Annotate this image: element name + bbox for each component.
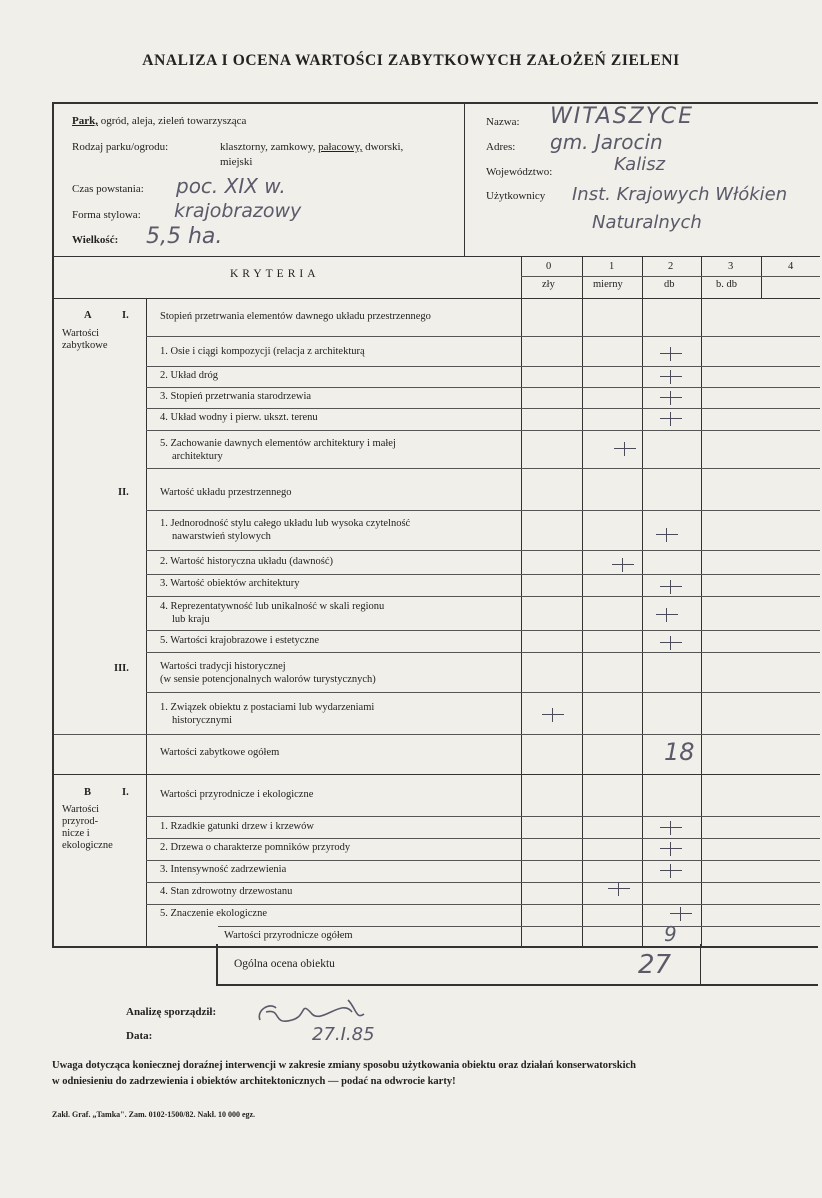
divider-b5 xyxy=(218,926,820,927)
section-b-title-1: Wartości xyxy=(62,804,100,815)
divider-r10 xyxy=(146,652,820,653)
group1-title: Stopień przetrwania elementów dawnego układu przestrzennego xyxy=(160,311,431,322)
czas-value: poc. XIX w. xyxy=(176,174,286,198)
total-a-label: Wartości zabytkowe ogółem xyxy=(160,747,280,758)
divider-r11 xyxy=(54,734,820,735)
nazwa-value: WITASZYCE xyxy=(550,104,695,129)
wojewodztwo-value: Kalisz xyxy=(614,154,666,175)
scale-name-3: b. db xyxy=(716,279,737,290)
note-line-2a: w odniesieniu do zadrzewienia i obiektów architektonicznych — xyxy=(52,1076,342,1087)
item-a2-2: 2. Wartość historyczna układu (dawność) xyxy=(160,556,334,567)
item-b3: 3. Intensywność zadrzewienia xyxy=(160,864,287,875)
section-b-roman: I. xyxy=(122,787,129,798)
note-line-2 xyxy=(52,1076,456,1087)
adres-label: Adres: xyxy=(486,141,516,153)
item-a2-3: 3. Wartość obiektów architektury xyxy=(160,578,300,589)
grid-col-0 xyxy=(521,256,522,948)
wojewodztwo-label: Województwo: xyxy=(486,166,553,178)
uzytkownicy-value-1: Inst. Krajowych Włókien xyxy=(572,184,788,205)
divider-r1 xyxy=(146,366,820,367)
print-footer: Zakł. Graf. „Tamka". Zam. 0102-1500/82. Nakł. 10 000 egz. xyxy=(52,1110,256,1119)
scale-name-1: mierny xyxy=(593,279,623,290)
section-a-title: Wartości zabytkowe xyxy=(62,328,108,351)
section-a-letter: A xyxy=(84,310,92,321)
wielkosc-value: 5,5 ha. xyxy=(146,224,223,249)
note-line-2b: podać na odwrocie karty! xyxy=(341,1076,456,1087)
mark-a1-4 xyxy=(660,412,682,426)
item-a3-1-l2: historycznymi xyxy=(172,715,233,726)
item-a2-5: 5. Wartości krajobrazowe i estetyczne xyxy=(160,635,320,646)
total-a-value: 18 xyxy=(664,738,695,766)
mark-b4 xyxy=(608,882,630,896)
divider-b2 xyxy=(146,860,820,861)
scale-num-3: 3 xyxy=(728,261,734,272)
rodzaj-selected: pałacowy, xyxy=(318,141,363,153)
item-b4: 4. Stan zdrowotny drzewostanu xyxy=(160,886,293,897)
rodzaj-options-b: dworski, xyxy=(362,141,404,153)
scale-num-2: 2 xyxy=(668,261,674,272)
item-a1-5-l1: 5. Zachowanie dawnych elementów architektury i małej xyxy=(160,438,396,449)
form-frame xyxy=(52,102,818,948)
divider-g1 xyxy=(146,336,820,337)
scale-num-4: 4 xyxy=(788,261,794,272)
section-b-title-3: nicze i xyxy=(62,828,90,839)
item-a2-1-l2: nawarstwień stylowych xyxy=(172,531,271,542)
header-left xyxy=(54,104,465,256)
mark-a2-3 xyxy=(660,580,682,594)
object-type-options: ogród, aleja, zieleń towarzysząca xyxy=(97,115,247,127)
form-title: ANALIZA I OCENA WARTOŚCI ZABYTKOWYCH ZAŁOŻEŃ ZIELENI xyxy=(142,52,680,69)
mark-a2-1 xyxy=(656,528,678,542)
uzytkownicy-label: Użytkownicy xyxy=(486,190,546,202)
section-b-letter: B xyxy=(84,787,92,798)
item-a1-5-l2: architektury xyxy=(172,451,223,462)
mark-b3 xyxy=(660,864,682,878)
rodzaj-options-c: miejski xyxy=(220,156,253,168)
analysis-label: Analizę sporządził: xyxy=(126,1006,217,1018)
scale-name-2: db xyxy=(664,279,675,290)
item-a2-4-l2: lub kraju xyxy=(172,614,210,625)
divider-r6 xyxy=(146,550,820,551)
group2-title: Wartość układu przestrzennego xyxy=(160,487,292,498)
object-type-label xyxy=(72,115,246,127)
scale-num-1: 1 xyxy=(609,261,615,272)
overall-box xyxy=(216,944,818,986)
object-type-selected: Park, xyxy=(72,115,98,127)
divider-r2 xyxy=(146,387,820,388)
divider-gb xyxy=(146,816,820,817)
adres-value: gm. Jarocin xyxy=(550,130,663,154)
mark-a2-4 xyxy=(656,608,678,622)
forma-value: krajobrazowy xyxy=(174,200,302,222)
item-a3-1-l1: 1. Związek obiektu z postaciami lub wydarzeniami xyxy=(160,702,375,713)
kryteria-label: KRYTERIA xyxy=(230,268,320,280)
divider-r8 xyxy=(146,596,820,597)
grid-col-3 xyxy=(701,256,702,948)
item-b2: 2. Drzewa o charakterze pomników przyrody xyxy=(160,842,351,853)
mark-b5 xyxy=(670,907,692,921)
total-b-value: 9 xyxy=(664,922,677,946)
scale-num-0: 0 xyxy=(546,261,552,272)
date-value: 27.I.85 xyxy=(312,1024,375,1045)
czas-label: Czas powstania: xyxy=(72,183,144,195)
mark-a2-2 xyxy=(612,558,634,572)
divider-b4 xyxy=(146,904,820,905)
overall-value: 27 xyxy=(638,950,672,980)
section-a-roman: I. xyxy=(122,310,129,321)
section-b-title-2: przyrod- xyxy=(62,816,99,827)
divider-r7 xyxy=(146,574,820,575)
item-a1-3: 3. Stopień przetrwania starodrzewia xyxy=(160,391,312,402)
group3-title-1: Wartości tradycji historycznej xyxy=(160,661,286,672)
scale-divider xyxy=(521,276,820,277)
item-b1: 1. Rzadkie gatunki drzew i krzewów xyxy=(160,821,314,832)
item-a2-4-l1: 4. Reprezentatywność lub unikalność w skali regionu xyxy=(160,601,385,612)
section-a-group3-roman: III. xyxy=(114,663,129,674)
item-a1-2: 2. Układ dróg xyxy=(160,370,219,381)
mark-a1-2 xyxy=(660,370,682,384)
date-label: Data: xyxy=(126,1030,153,1042)
overall-col-divider xyxy=(700,944,701,984)
item-a1-1: 1. Osie i ciągi kompozycji (relacja z architekturą xyxy=(160,346,365,357)
section-col-divider xyxy=(146,298,147,948)
grid-col-1 xyxy=(582,256,583,948)
divider-kryteria xyxy=(54,298,820,299)
group3-title-2: (w sensie potencjonalnych walorów turystycznych) xyxy=(160,674,376,685)
item-b5: 5. Znaczenie ekologiczne xyxy=(160,908,267,919)
divider-section-b xyxy=(54,774,820,775)
divider-b1 xyxy=(146,838,820,839)
scale-name-0: zły xyxy=(542,279,555,290)
mark-a1-5 xyxy=(614,442,636,456)
section-a-group2-roman: II. xyxy=(118,487,129,498)
rodzaj-label: Rodzaj parku/ogrodu: xyxy=(72,141,169,153)
divider-r3 xyxy=(146,408,820,409)
divider-b3 xyxy=(146,882,820,883)
groupb-title: Wartości przyrodnicze i ekologiczne xyxy=(160,789,314,800)
overall-label: Ogólna ocena obiektu xyxy=(234,958,335,970)
note-line-1: Uwaga dotycząca koniecznej doraźnej interwencji w zakresie zmiany sposobu użytkowania obiektu oraz działań konserwatorskich xyxy=(52,1060,636,1071)
header-right xyxy=(466,104,820,256)
divider-g3 xyxy=(146,692,820,693)
divider-r9 xyxy=(146,630,820,631)
nazwa-label: Nazwa: xyxy=(486,116,520,128)
mark-b1 xyxy=(660,821,682,835)
divider-r5 xyxy=(146,468,820,469)
divider-g2 xyxy=(146,510,820,511)
section-b-title-4: ekologiczne xyxy=(62,840,113,851)
wielkosc-label: Wielkość: xyxy=(72,234,119,246)
mark-a2-5 xyxy=(660,636,682,650)
mark-a3-1 xyxy=(542,708,564,722)
mark-b2 xyxy=(660,842,682,856)
rodzaj-options xyxy=(220,141,403,153)
mark-a1-3 xyxy=(660,391,682,405)
total-b-label: Wartości przyrodnicze ogółem xyxy=(224,930,353,941)
forma-label: Forma stylowa: xyxy=(72,209,141,221)
uzytkownicy-value-2: Naturalnych xyxy=(592,212,702,233)
grid-col-4 xyxy=(761,256,762,298)
mark-a1-1 xyxy=(660,347,682,361)
divider-header xyxy=(54,256,820,257)
divider-r4 xyxy=(146,430,820,431)
grid-col-2 xyxy=(642,256,643,948)
rodzaj-options-a: klasztorny, zamkowy, xyxy=(220,141,316,153)
item-a1-4: 4. Układ wodny i pierw. ukszt. terenu xyxy=(160,412,318,423)
item-a2-1-l1: 1. Jednorodność stylu całego układu lub wysoka czytelność xyxy=(160,518,411,529)
